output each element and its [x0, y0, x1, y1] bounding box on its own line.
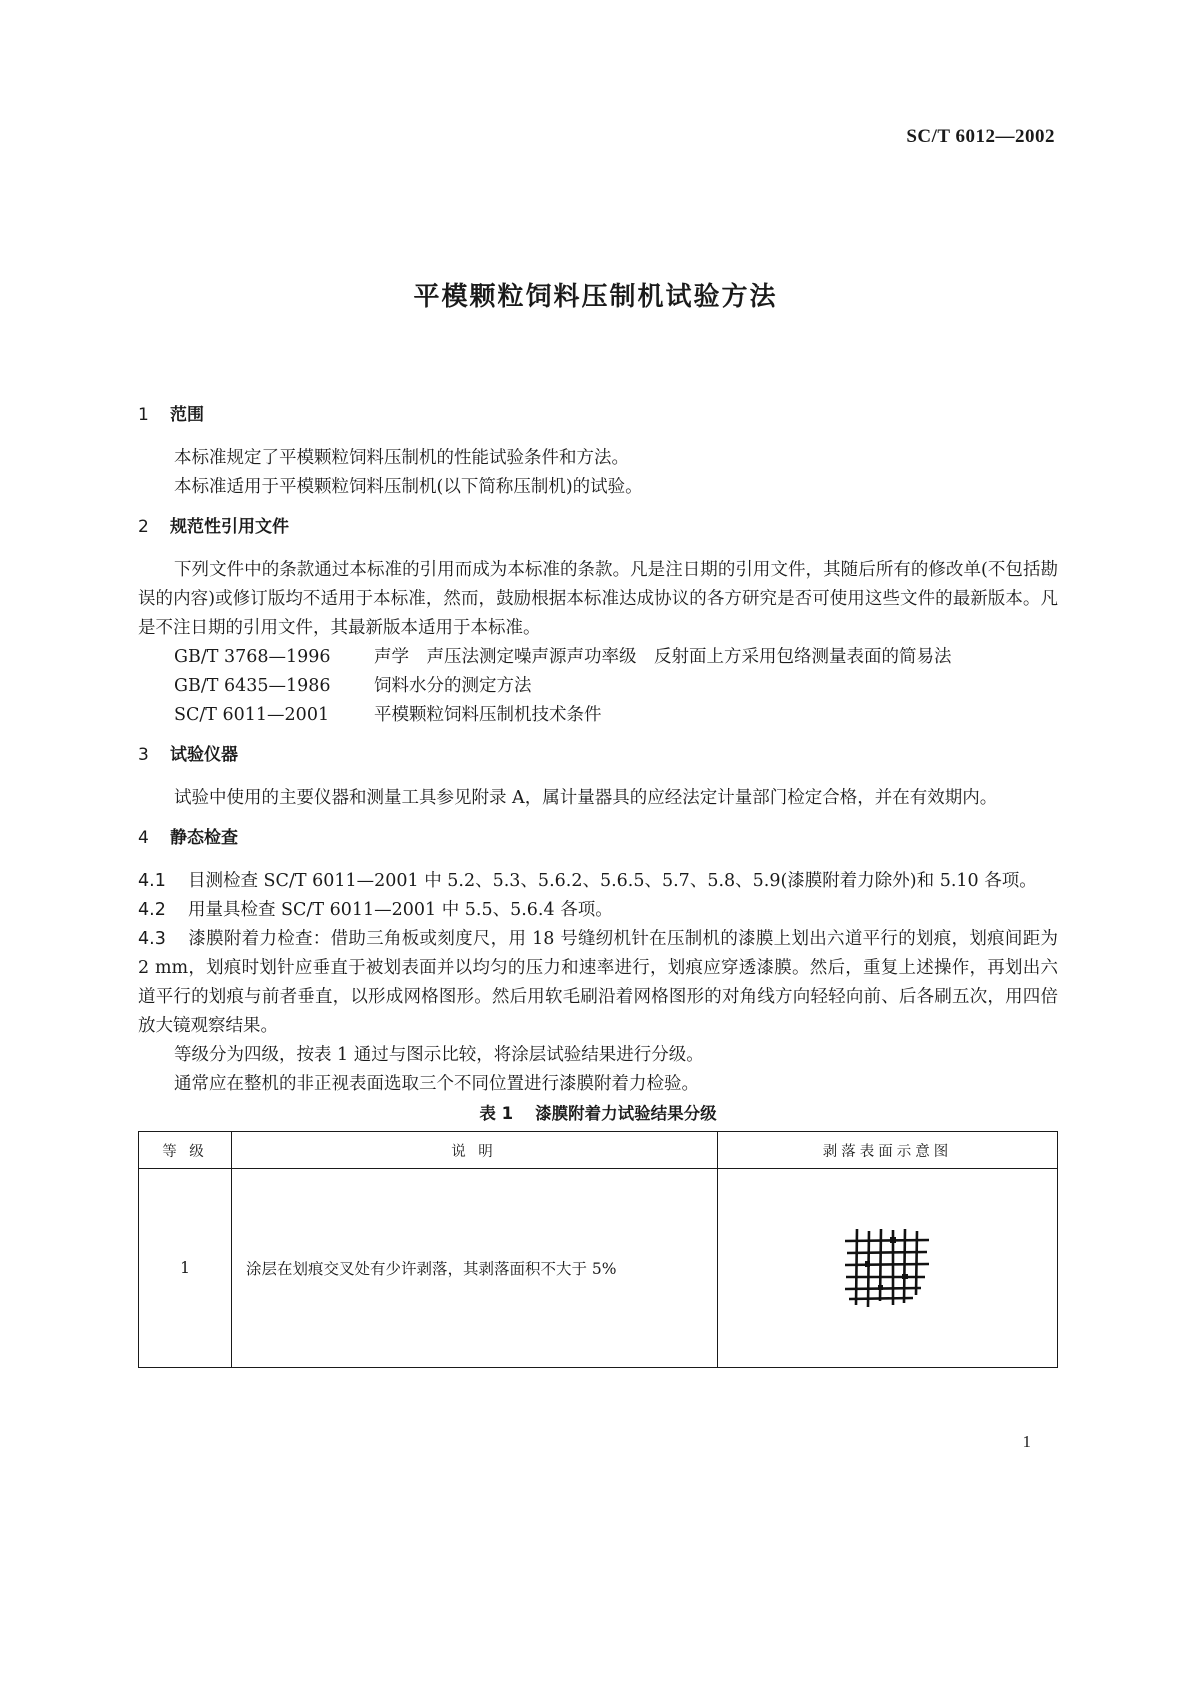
clause-4-1 — [138, 867, 1058, 896]
clause-text: 漆膜附着力检查：借助三角板或刻度尺，用 18 号缝纫机针在压制机的漆膜上划出六道平行的划痕，划痕间距为 2 mm，划痕时划针应垂直于被划表面并以均匀的压力和速率进行，划痕应穿透漆膜。然后，重复上述操作，再划出六道平行的划痕与前者垂直，以形成网格图形。然后用软毛刷沿着网格图形的对角线方向轻轻向前、后各刷五次，用四倍放大镜观察结果。 — [138, 929, 1058, 1036]
reference-title: 声学 声压法测定噪声源声功率级 反射面上方采用包络测量表面的简易法 — [374, 647, 952, 667]
table-header: 说 明 — [232, 1132, 718, 1169]
clause-text: 用量具检查 SC/T 6011—2001 中 5.5、5.6.4 各项。 — [188, 900, 613, 920]
table-caption-text: 漆膜附着力试验结果分级 — [535, 1104, 717, 1123]
section-4-heading — [138, 823, 1058, 867]
table-header-row — [139, 1132, 1058, 1169]
clause-number: 4.2 — [138, 900, 166, 920]
clause-number: 4.1 — [138, 871, 166, 891]
standard-code: SC/T 6012—2002 — [906, 126, 1055, 147]
document-title: 平模颗粒饲料压制机试验方法 — [413, 282, 778, 312]
section-2-heading — [138, 512, 1058, 556]
grade-level: 1 — [139, 1169, 232, 1368]
crosshatch-grid-figure — [843, 1227, 933, 1309]
reference-code: SC/T 6011—2001 — [174, 705, 330, 725]
clause-number: 4.3 — [138, 929, 166, 949]
section-title: 规范性引用文件 — [170, 517, 289, 537]
table-label: 表 1 — [479, 1104, 514, 1123]
page-number: 1 — [1022, 1432, 1031, 1451]
reference-item — [138, 643, 1058, 672]
reference-title: 平模颗粒饲料压制机技术条件 — [374, 705, 602, 725]
clause-text: 目测检查 SC/T 6011—2001 中 5.2、5.3、5.6.2、5.6.5、5.7、5.8、5.9(漆膜附着力除外)和 5.10 各项。 — [188, 871, 1037, 891]
section-title: 试验仪器 — [170, 745, 238, 765]
section-number: 3 — [138, 745, 149, 765]
reference-code: GB/T 6435—1986 — [174, 676, 331, 696]
table-row — [139, 1169, 1058, 1368]
reference-title: 饲料水分的测定方法 — [374, 676, 532, 696]
section-number: 1 — [138, 405, 149, 425]
grade-description: 涂层在划痕交叉处有少许剥落，其剥落面积不大于 5% — [232, 1169, 718, 1368]
document-body — [138, 400, 1058, 1368]
reference-item — [138, 672, 1058, 701]
paragraph: 通常应在整机的非正视表面选取三个不同位置进行漆膜附着力检验。 — [174, 1074, 699, 1094]
table-header: 等 级 — [139, 1132, 232, 1169]
section-3-heading — [138, 740, 1058, 784]
paragraph: 本标准规定了平模颗粒饲料压制机的性能试验条件和方法。 — [174, 448, 629, 468]
grade-figure-cell — [718, 1169, 1058, 1368]
paragraph: 本标准适用于平模颗粒饲料压制机(以下简称压制机)的试验。 — [174, 477, 643, 497]
section-number: 2 — [138, 517, 149, 537]
paragraph: 试验中使用的主要仪器和测量工具参见附录 A，属计量器具的应经法定计量部门检定合格，并在有效期内。 — [174, 788, 998, 808]
section-number: 4 — [138, 828, 149, 848]
paragraph: 等级分为四级，按表 1 通过与图示比较，将涂层试验结果进行分级。 — [174, 1045, 704, 1065]
table-caption — [138, 1103, 1058, 1125]
section-1-heading — [138, 400, 1058, 444]
section-title: 范围 — [170, 405, 204, 425]
grade-table — [138, 1131, 1058, 1368]
reference-item — [138, 701, 1058, 730]
section-title: 静态检查 — [170, 828, 238, 848]
reference-code: GB/T 3768—1996 — [174, 647, 331, 667]
clause-4-3 — [138, 925, 1058, 1041]
clause-4-2 — [138, 896, 1058, 925]
paragraph: 下列文件中的条款通过本标准的引用而成为本标准的条款。凡是注日期的引用文件，其随后所有的修改单(不包括勘误的内容)或修订版均不适用于本标准，然而，鼓励根据本标准达成协议的各方研究是否可使用这些文件的最新版本。凡是不注日期的引用文件，其最新版本适用于本标准。 — [138, 560, 1058, 638]
table-header: 剥落表面示意图 — [718, 1132, 1058, 1169]
